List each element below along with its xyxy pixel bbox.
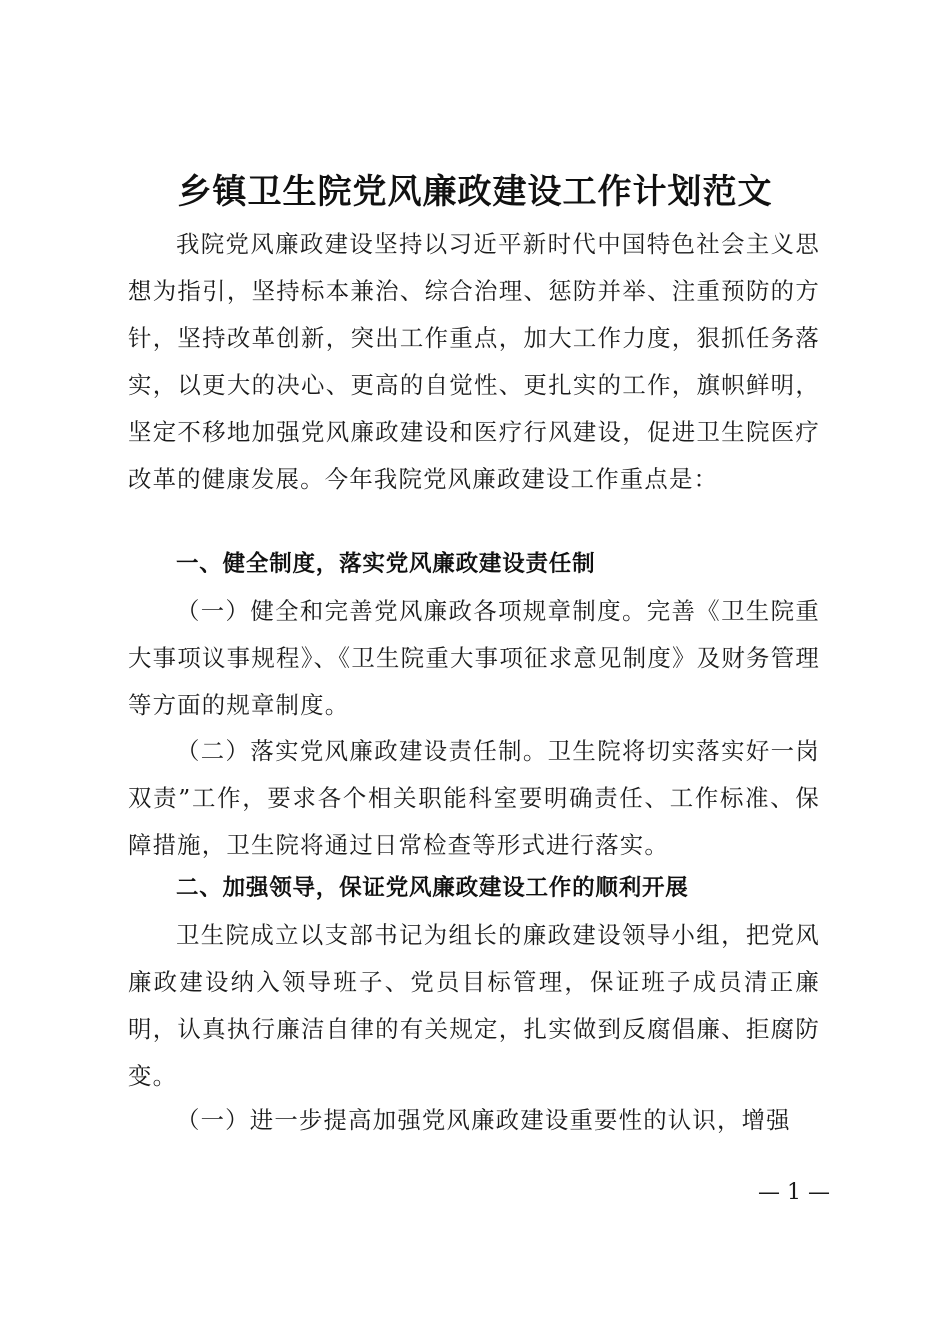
- intro-paragraph: 我院党风廉政建设坚持以习近平新时代中国特色社会主义思想为指引，坚持标本兼治、综合治理、惩防并举、注重预防的方针，坚持改革创新，突出工作重点，加大工作力度，狠抓任务落实，以更大的决心、更高的自觉性、更扎实的工作，旗帜鲜明，坚定不移地加强党风廉政建设和医疗行风建设，促进卫生院医疗改革的健康发展。今年我院党风廉政建设工作重点是：: [128, 230, 820, 493]
- document-title: 乡镇卫生院党风廉政建设工作计划范文: [177, 172, 773, 212]
- section-2-paragraph: 卫生院成立以支部书记为组长的廉政建设领导小组，把党风廉政建设纳入领导班子、党员目标管理，保证班子成员清正廉明，认真执行廉洁自律的有关规定，扎实做到反腐倡廉、拒腐防变。: [128, 921, 820, 1090]
- section-1-heading: 一、健全制度，落实党风廉政建设责任制: [176, 551, 596, 577]
- page-number: — 1 —: [758, 1180, 830, 1205]
- section-2-item-1: （一）进一步提高加强党风廉政建设重要性的认识，增强: [176, 1106, 791, 1134]
- section-1-item-1: （一）健全和完善党风廉政各项规章制度。完善《卫生院重大事项议事规程》、《卫生院重大事项征求意见制度》及财务管理等方面的规章制度。: [128, 597, 820, 719]
- section-1-item-2: （二）落实党风廉政建设责任制。卫生院将切实落实好一岗双责”工作，要求各个相关职能科室要明确责任、工作标准、保障措施，卫生院将通过日常检查等形式进行落实。: [128, 737, 820, 859]
- section-2-heading: 二、加强领导，保证党风廉政建设工作的顺利开展: [176, 875, 689, 901]
